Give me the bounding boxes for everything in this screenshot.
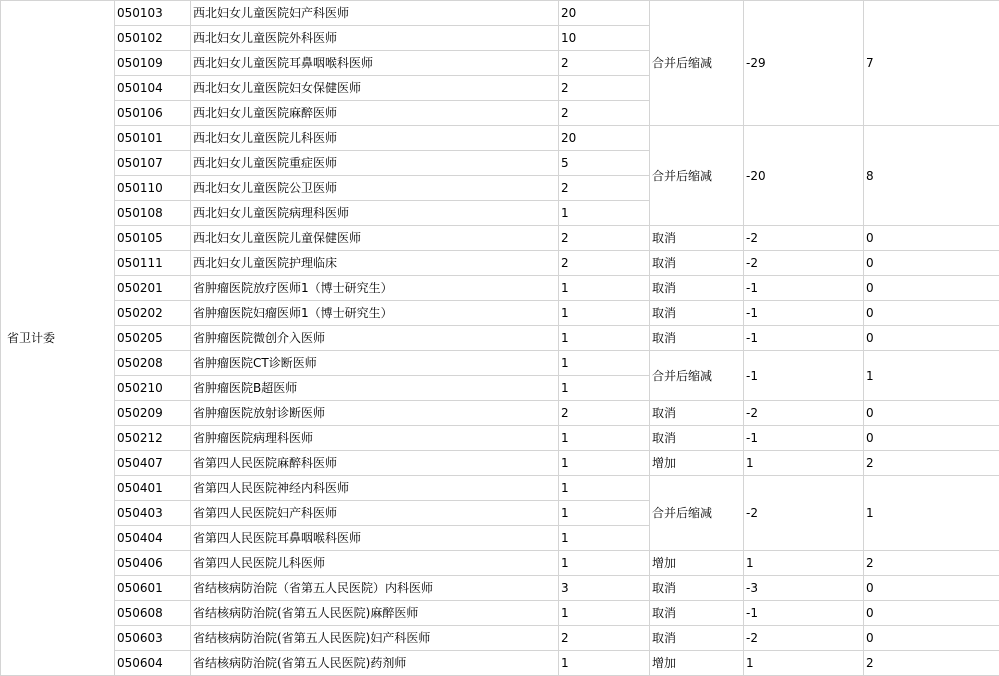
adjustment-action-cell: 取消 (650, 601, 744, 626)
final-count-cell: 0 (864, 426, 999, 451)
count-change-cell: -3 (744, 576, 864, 601)
adjustment-action-cell: 取消 (650, 426, 744, 451)
position-code-cell: 050406 (115, 551, 191, 576)
count-change-cell: -2 (744, 626, 864, 651)
position-code-cell: 050111 (115, 251, 191, 276)
count-change-cell: -2 (744, 226, 864, 251)
count-change-cell: 1 (744, 651, 864, 676)
original-count-cell: 1 (559, 201, 650, 226)
count-change-cell: -1 (744, 601, 864, 626)
adjustment-action-cell: 增加 (650, 551, 744, 576)
table-row (1, 301, 999, 326)
position-name-cell: 省肿瘤医院放疗医师1（博士研究生） (191, 276, 559, 301)
original-count-cell: 1 (559, 326, 650, 351)
count-change-cell: -1 (744, 301, 864, 326)
position-code-cell: 050603 (115, 626, 191, 651)
position-name-cell: 省结核病防治院(省第五人民医院)妇产科医师 (191, 626, 559, 651)
original-count-cell: 1 (559, 426, 650, 451)
adjustment-action-cell: 取消 (650, 626, 744, 651)
table-row (1, 226, 999, 251)
position-name-cell: 西北妇女儿童医院公卫医师 (191, 176, 559, 201)
table-row (1, 651, 999, 676)
department-cell: 省卫计委 (1, 1, 115, 676)
position-name-cell: 省结核病防治院(省第五人民医院)麻醉医师 (191, 601, 559, 626)
position-code-cell: 050407 (115, 451, 191, 476)
adjustment-action-cell: 取消 (650, 251, 744, 276)
position-code-cell: 050601 (115, 576, 191, 601)
adjustment-action-cell: 合并后缩减 (650, 1, 744, 126)
position-code-cell: 050205 (115, 326, 191, 351)
table-row (1, 251, 999, 276)
original-count-cell: 2 (559, 76, 650, 101)
original-count-cell: 1 (559, 451, 650, 476)
original-count-cell: 1 (559, 301, 650, 326)
table-row (1, 476, 999, 501)
original-count-cell: 1 (559, 351, 650, 376)
adjustment-action-cell: 取消 (650, 226, 744, 251)
final-count-cell: 2 (864, 651, 999, 676)
original-count-cell: 1 (559, 501, 650, 526)
count-change-cell: -1 (744, 426, 864, 451)
final-count-cell: 0 (864, 626, 999, 651)
final-count-cell: 0 (864, 601, 999, 626)
final-count-cell: 1 (864, 476, 999, 551)
original-count-cell: 5 (559, 151, 650, 176)
adjustment-action-cell: 取消 (650, 576, 744, 601)
table-body (1, 1, 999, 676)
position-name-cell: 省结核病防治院（省第五人民医院）内科医师 (191, 576, 559, 601)
position-name-cell: 省肿瘤医院妇瘤医师1（博士研究生） (191, 301, 559, 326)
original-count-cell: 2 (559, 176, 650, 201)
position-name-cell: 西北妇女儿童医院麻醉医师 (191, 101, 559, 126)
position-name-cell: 西北妇女儿童医院妇女保健医师 (191, 76, 559, 101)
position-name-cell: 西北妇女儿童医院病理科医师 (191, 201, 559, 226)
adjustment-action-cell: 取消 (650, 276, 744, 301)
adjustment-action-cell: 增加 (650, 651, 744, 676)
original-count-cell: 1 (559, 551, 650, 576)
position-name-cell: 省第四人民医院妇产科医师 (191, 501, 559, 526)
position-code-cell: 050104 (115, 76, 191, 101)
adjustment-action-cell: 合并后缩减 (650, 126, 744, 226)
final-count-cell: 0 (864, 276, 999, 301)
position-code-cell: 050108 (115, 201, 191, 226)
position-name-cell: 省肿瘤医院放射诊断医师 (191, 401, 559, 426)
table-row (1, 351, 999, 376)
count-change-cell: -2 (744, 401, 864, 426)
adjustment-action-cell: 合并后缩减 (650, 476, 744, 551)
original-count-cell: 2 (559, 626, 650, 651)
position-name-cell: 省肿瘤医院病理科医师 (191, 426, 559, 451)
position-name-cell: 西北妇女儿童医院儿科医师 (191, 126, 559, 151)
position-name-cell: 西北妇女儿童医院耳鼻咽喉科医师 (191, 51, 559, 76)
adjustment-action-cell: 取消 (650, 326, 744, 351)
position-name-cell: 省结核病防治院(省第五人民医院)药剂师 (191, 651, 559, 676)
original-count-cell: 1 (559, 376, 650, 401)
original-count-cell: 1 (559, 651, 650, 676)
count-change-cell: -2 (744, 251, 864, 276)
count-change-cell: -1 (744, 276, 864, 301)
final-count-cell: 1 (864, 351, 999, 401)
position-code-cell: 050210 (115, 376, 191, 401)
original-count-cell: 2 (559, 101, 650, 126)
position-code-cell: 050101 (115, 126, 191, 151)
original-count-cell: 2 (559, 401, 650, 426)
original-count-cell: 1 (559, 526, 650, 551)
position-code-cell: 050208 (115, 351, 191, 376)
position-name-cell: 省第四人民医院儿科医师 (191, 551, 559, 576)
position-name-cell: 省肿瘤医院微创介入医师 (191, 326, 559, 351)
original-count-cell: 3 (559, 576, 650, 601)
count-change-cell: -2 (744, 476, 864, 551)
final-count-cell: 2 (864, 551, 999, 576)
position-code-cell: 050403 (115, 501, 191, 526)
table-row (1, 276, 999, 301)
count-change-cell: -29 (744, 1, 864, 126)
position-name-cell: 西北妇女儿童医院妇产科医师 (191, 1, 559, 26)
table-row (1, 401, 999, 426)
final-count-cell: 0 (864, 401, 999, 426)
original-count-cell: 2 (559, 251, 650, 276)
adjustment-action-cell: 取消 (650, 401, 744, 426)
table-row (1, 551, 999, 576)
table-row (1, 451, 999, 476)
original-count-cell: 1 (559, 476, 650, 501)
position-code-cell: 050102 (115, 26, 191, 51)
adjustment-action-cell: 增加 (650, 451, 744, 476)
position-code-cell: 050201 (115, 276, 191, 301)
original-count-cell: 10 (559, 26, 650, 51)
position-name-cell: 省肿瘤医院CT诊断医师 (191, 351, 559, 376)
table-row (1, 626, 999, 651)
position-name-cell: 省第四人民医院耳鼻咽喉科医师 (191, 526, 559, 551)
original-count-cell: 20 (559, 1, 650, 26)
position-code-cell: 050401 (115, 476, 191, 501)
table-row (1, 426, 999, 451)
position-code-cell: 050604 (115, 651, 191, 676)
original-count-cell: 1 (559, 276, 650, 301)
position-code-cell: 050105 (115, 226, 191, 251)
final-count-cell: 7 (864, 1, 999, 126)
original-count-cell: 20 (559, 126, 650, 151)
position-name-cell: 省肿瘤医院B超医师 (191, 376, 559, 401)
position-code-cell: 050109 (115, 51, 191, 76)
table-row (1, 1, 999, 26)
position-code-cell: 050106 (115, 101, 191, 126)
count-change-cell: -20 (744, 126, 864, 226)
original-count-cell: 2 (559, 226, 650, 251)
final-count-cell: 8 (864, 126, 999, 226)
count-change-cell: -1 (744, 326, 864, 351)
position-code-cell: 050202 (115, 301, 191, 326)
count-change-cell: 1 (744, 551, 864, 576)
final-count-cell: 2 (864, 451, 999, 476)
adjustment-action-cell: 合并后缩减 (650, 351, 744, 401)
position-code-cell: 050212 (115, 426, 191, 451)
position-code-cell: 050608 (115, 601, 191, 626)
adjustment-action-cell: 取消 (650, 301, 744, 326)
position-name-cell: 省第四人民医院麻醉科医师 (191, 451, 559, 476)
position-code-cell: 050404 (115, 526, 191, 551)
position-name-cell: 西北妇女儿童医院儿童保健医师 (191, 226, 559, 251)
final-count-cell: 0 (864, 576, 999, 601)
table-row (1, 126, 999, 151)
position-code-cell: 050209 (115, 401, 191, 426)
position-name-cell: 西北妇女儿童医院外科医师 (191, 26, 559, 51)
table-row (1, 601, 999, 626)
position-code-cell: 050107 (115, 151, 191, 176)
position-code-cell: 050103 (115, 1, 191, 26)
position-name-cell: 省第四人民医院神经内科医师 (191, 476, 559, 501)
count-change-cell: -1 (744, 351, 864, 401)
table-row (1, 326, 999, 351)
original-count-cell: 1 (559, 601, 650, 626)
final-count-cell: 0 (864, 301, 999, 326)
final-count-cell: 0 (864, 226, 999, 251)
original-count-cell: 2 (559, 51, 650, 76)
final-count-cell: 0 (864, 251, 999, 276)
position-name-cell: 西北妇女儿童医院护理临床 (191, 251, 559, 276)
final-count-cell: 0 (864, 326, 999, 351)
position-name-cell: 西北妇女儿童医院重症医师 (191, 151, 559, 176)
count-change-cell: 1 (744, 451, 864, 476)
position-code-cell: 050110 (115, 176, 191, 201)
table-row (1, 576, 999, 601)
